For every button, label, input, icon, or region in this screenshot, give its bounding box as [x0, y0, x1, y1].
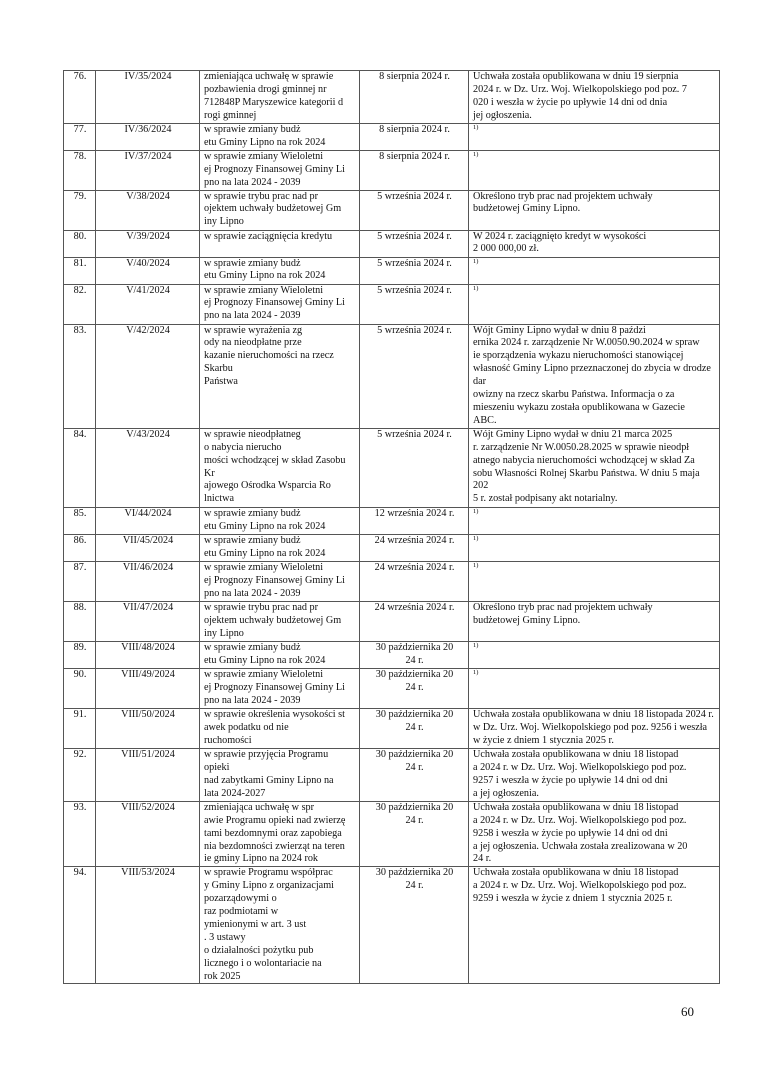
resolution-subject: w sprawie zmiany budż etu Gminy Lipno na rok 2024: [200, 124, 360, 151]
adoption-date: 24 września 2024 r.: [360, 601, 469, 641]
adoption-date: 8 sierpnia 2024 r.: [360, 71, 469, 124]
resolution-subject: w sprawie zmiany budż etu Gminy Lipno na rok 2024: [200, 257, 360, 284]
implementation-note: Uchwała została opublikowana w dniu 18 listopad a 2024 r. w Dz. Urz. Woj. Wielkopolskiego pod poz. 9257 i weszła w życie po upływie 14 dni od dni a jej ogłoszenia.: [469, 748, 720, 801]
table-row: [64, 748, 720, 801]
footnote-mark: 1): [473, 257, 479, 265]
implementation-note: Uchwała została opublikowana w dniu 18 listopad a 2024 r. w Dz. Urz. Woj. Wielkopolskiego pod poz. 9259 i weszła w życie z dniem 1 stycznia 2025 r.: [469, 867, 720, 984]
row-number: 79.: [64, 190, 96, 230]
adoption-date: 8 sierpnia 2024 r.: [360, 150, 469, 190]
row-number: 81.: [64, 257, 96, 284]
row-number: 82.: [64, 284, 96, 324]
adoption-date: 30 października 20 24 r.: [360, 748, 469, 801]
resolution-subject: w sprawie zmiany budż etu Gminy Lipno na rok 2024: [200, 507, 360, 534]
row-number: 89.: [64, 641, 96, 668]
row-number: 94.: [64, 867, 96, 984]
resolution-subject: w sprawie trybu prac nad pr ojektem uchwały budżetowej Gm iny Lipno: [200, 601, 360, 641]
adoption-date: 5 września 2024 r.: [360, 428, 469, 507]
resolution-number: VII/47/2024: [96, 601, 200, 641]
row-number: 84.: [64, 428, 96, 507]
row-number: 83.: [64, 324, 96, 428]
implementation-note: [469, 561, 720, 601]
resolution-subject: w sprawie zmiany Wieloletni ej Prognozy Finansowej Gminy Li pno na lata 2024 - 2039: [200, 150, 360, 190]
footnote-mark: 1): [473, 284, 479, 292]
resolution-subject: w sprawie zmiany Wieloletni ej Prognozy Finansowej Gminy Li pno na lata 2024 - 2039: [200, 284, 360, 324]
resolution-subject: w sprawie nieodpłatneg o nabycia nierucho mości wchodzącej w skład Zasobu Kr ajowego Ośrodka Wsparcia Ro lnictwa: [200, 428, 360, 507]
implementation-note: [469, 284, 720, 324]
implementation-note: [469, 257, 720, 284]
table-row: [64, 230, 720, 257]
table-row: [64, 190, 720, 230]
resolution-number: VIII/49/2024: [96, 668, 200, 708]
resolution-number: IV/37/2024: [96, 150, 200, 190]
adoption-date: 30 października 20 24 r.: [360, 801, 469, 867]
resolution-number: VIII/51/2024: [96, 748, 200, 801]
table-row: [64, 534, 720, 561]
adoption-date: 5 września 2024 r.: [360, 190, 469, 230]
implementation-note: Uchwała została opublikowana w dniu 19 sierpnia 2024 r. w Dz. Urz. Woj. Wielkopolskiego pod poz. 7 020 i weszła w życie po upływie 14 dni od dnia jej ogłoszenia.: [469, 71, 720, 124]
table-row: [64, 284, 720, 324]
resolution-number: VI/44/2024: [96, 507, 200, 534]
row-number: 77.: [64, 124, 96, 151]
footnote-mark: 1): [473, 561, 479, 569]
resolution-subject: w sprawie określenia wysokości st awek podatku od nie ruchomości: [200, 708, 360, 748]
table-row: [64, 708, 720, 748]
row-number: 78.: [64, 150, 96, 190]
resolution-number: V/41/2024: [96, 284, 200, 324]
adoption-date: 8 sierpnia 2024 r.: [360, 124, 469, 151]
adoption-date: 5 września 2024 r.: [360, 257, 469, 284]
footnote-mark: 1): [473, 124, 479, 131]
row-number: 86.: [64, 534, 96, 561]
resolution-subject: w sprawie zmiany budż etu Gminy Lipno na rok 2024: [200, 534, 360, 561]
resolution-number: VIII/48/2024: [96, 641, 200, 668]
resolution-number: V/38/2024: [96, 190, 200, 230]
implementation-note: W 2024 r. zaciągnięto kredyt w wysokości 2 000 000,00 zł.: [469, 230, 720, 257]
resolution-number: IV/36/2024: [96, 124, 200, 151]
row-number: 91.: [64, 708, 96, 748]
resolution-subject: w sprawie zaciągnięcia kredytu: [200, 230, 360, 257]
implementation-note: [469, 534, 720, 561]
resolution-number: VII/45/2024: [96, 534, 200, 561]
resolution-subject: w sprawie trybu prac nad pr ojektem uchwały budżetowej Gm iny Lipno: [200, 190, 360, 230]
resolution-number: V/42/2024: [96, 324, 200, 428]
resolution-subject: w sprawie zmiany Wieloletni ej Prognozy Finansowej Gminy Li pno na lata 2024 - 2039: [200, 668, 360, 708]
table-row: [64, 601, 720, 641]
row-number: 92.: [64, 748, 96, 801]
row-number: 76.: [64, 71, 96, 124]
resolution-number: VIII/50/2024: [96, 708, 200, 748]
implementation-note: Uchwała została opublikowana w dniu 18 listopada 2024 r. w Dz. Urz. Woj. Wielkopolskiego pod poz. 9256 i weszła w życie z dniem 1 stycznia 2025 r.: [469, 708, 720, 748]
resolution-number: V/43/2024: [96, 428, 200, 507]
table-row: [64, 801, 720, 867]
row-number: 80.: [64, 230, 96, 257]
resolution-number: VIII/52/2024: [96, 801, 200, 867]
adoption-date: 30 października 20 24 r.: [360, 867, 469, 984]
footnote-mark: 1): [473, 641, 479, 649]
resolution-subject: w sprawie wyrażenia zg ody na nieodpłatne prze kazanie nieruchomości na rzecz Skarbu Państwa: [200, 324, 360, 428]
row-number: 90.: [64, 668, 96, 708]
table-row: [64, 124, 720, 151]
footnote-mark: 1): [473, 150, 479, 158]
implementation-note: [469, 641, 720, 668]
adoption-date: 24 września 2024 r.: [360, 561, 469, 601]
footnote-mark: 1): [473, 534, 479, 542]
resolution-number: VIII/53/2024: [96, 867, 200, 984]
row-number: 93.: [64, 801, 96, 867]
table-row: [64, 561, 720, 601]
row-number: 87.: [64, 561, 96, 601]
adoption-date: 5 września 2024 r.: [360, 284, 469, 324]
resolutions-table-body: [64, 71, 720, 984]
implementation-note: [469, 668, 720, 708]
implementation-note: [469, 507, 720, 534]
implementation-note: Określono tryb prac nad projektem uchwały budżetowej Gminy Lipno.: [469, 190, 720, 230]
adoption-date: 12 września 2024 r.: [360, 507, 469, 534]
table-row: [64, 867, 720, 984]
adoption-date: 5 września 2024 r.: [360, 324, 469, 428]
row-number: 85.: [64, 507, 96, 534]
table-row: [64, 668, 720, 708]
adoption-date: 30 października 20 24 r.: [360, 668, 469, 708]
resolution-subject: zmieniająca uchwałę w spr awie Programu opieki nad zwierzę tami bezdomnymi oraz zapobiega nia bezdomności zwierząt na teren ie gminy Lipno na 2024 rok: [200, 801, 360, 867]
adoption-date: 24 września 2024 r.: [360, 534, 469, 561]
resolution-number: V/39/2024: [96, 230, 200, 257]
adoption-date: 30 października 20 24 r.: [360, 708, 469, 748]
implementation-note: Określono tryb prac nad projektem uchwały budżetowej Gminy Lipno.: [469, 601, 720, 641]
resolutions-table: [63, 70, 720, 984]
adoption-date: 30 października 20 24 r.: [360, 641, 469, 668]
implementation-note: [469, 150, 720, 190]
table-row: [64, 150, 720, 190]
resolution-subject: w sprawie zmiany budż etu Gminy Lipno na rok 2024: [200, 641, 360, 668]
row-number: 88.: [64, 601, 96, 641]
resolution-number: VII/46/2024: [96, 561, 200, 601]
adoption-date: 5 września 2024 r.: [360, 230, 469, 257]
resolution-subject: w sprawie zmiany Wieloletni ej Prognozy Finansowej Gminy Li pno na lata 2024 - 2039: [200, 561, 360, 601]
resolution-subject: w sprawie przyjęcia Programu opieki nad zabytkami Gminy Lipno na lata 2024-2027: [200, 748, 360, 801]
table-row: [64, 257, 720, 284]
resolution-subject: w sprawie Programu współprac y Gminy Lipno z organizacjami pozarządowymi o raz podmiotami w ymienionymi w art. 3 ust . 3 ustawy o działalności pożytku pub licznego i o wolontariacie na rok 2025: [200, 867, 360, 984]
page-number: 60: [681, 1004, 694, 1019]
implementation-note: Uchwała została opublikowana w dniu 18 listopad a 2024 r. w Dz. Urz. Woj. Wielkopolskiego pod poz. 9258 i weszła w życie po upływie 14 dni od dni a jej ogłoszenia. Uchwała została zrealizowana w 20 24 r.: [469, 801, 720, 867]
footnote-mark: 1): [473, 668, 479, 676]
table-row: [64, 324, 720, 428]
resolution-number: V/40/2024: [96, 257, 200, 284]
implementation-note: Wójt Gminy Lipno wydał w dniu 8 paździ ernika 2024 r. zarządzenie Nr W.0050.90.2024 w spraw ie sporządzenia wykazu nieruchomości stanowiącej własność Gminy Lipno przeznaczonej do zbycia w drodze dar owizny na rzecz skarbu Państwa. Informacja o za mieszeniu wykazu została opublikowana w Gazecie ABC.: [469, 324, 720, 428]
footnote-mark: 1): [473, 507, 479, 515]
resolution-subject: zmieniająca uchwałę w sprawie pozbawienia drogi gminnej nr 712848P Maryszewice kategorii d rogi gminnej: [200, 71, 360, 124]
implementation-note: [469, 124, 720, 151]
table-row: [64, 428, 720, 507]
resolution-number: IV/35/2024: [96, 71, 200, 124]
table-row: [64, 507, 720, 534]
table-row: [64, 71, 720, 124]
implementation-note: Wójt Gminy Lipno wydał w dniu 21 marca 2025 r. zarządzenie Nr W.0050.28.2025 w sprawie nieodpł atnego nabycia nieruchomości wchodzącej w skład Za sobu Własności Rolnej Skarbu Państwa. W dniu 5 maja 202 5 r. został podpisany akt notarialny.: [469, 428, 720, 507]
table-row: [64, 641, 720, 668]
